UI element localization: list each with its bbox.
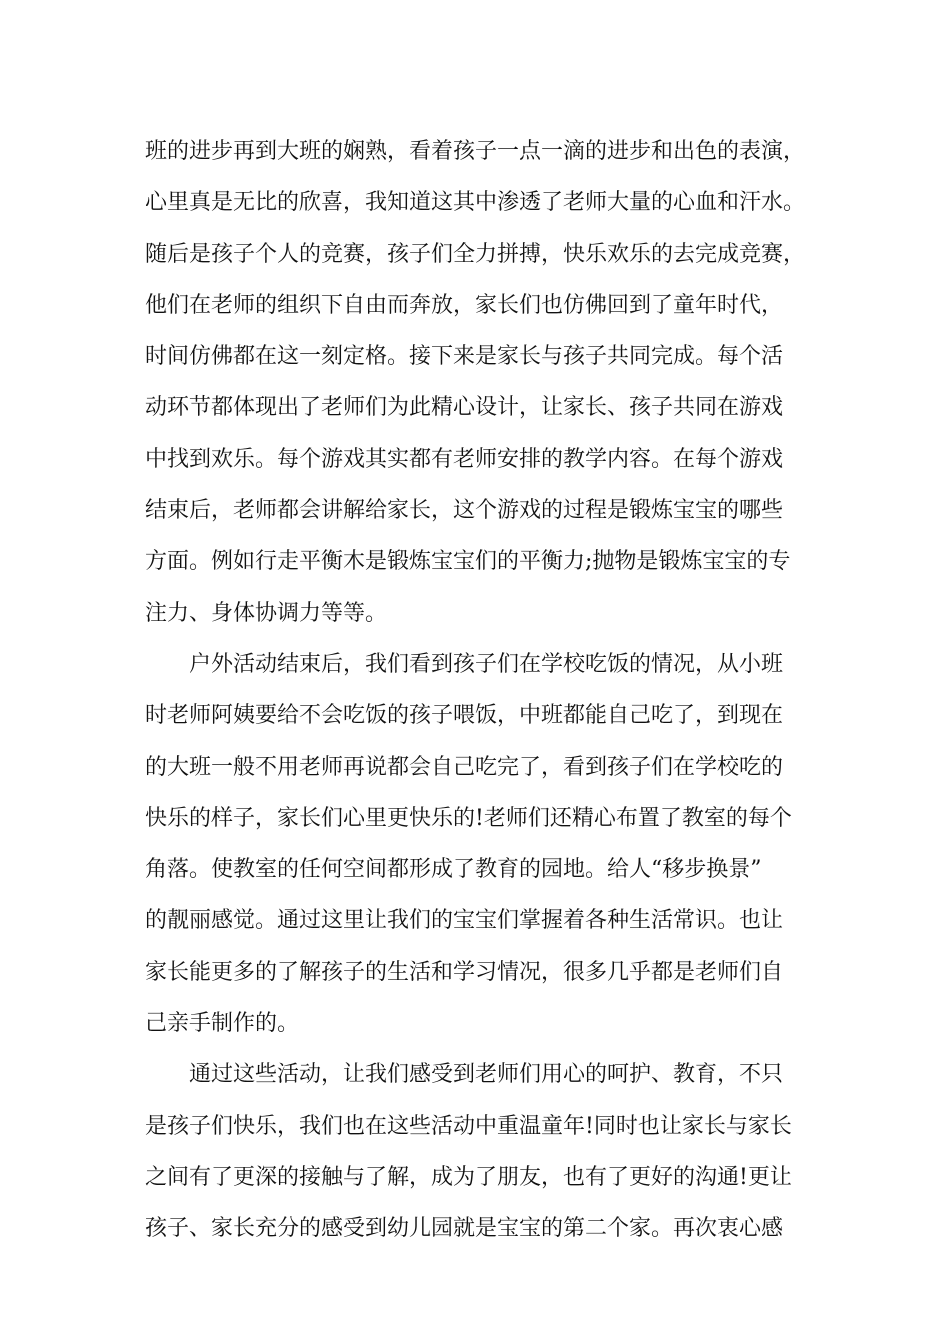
text-line: 时老师阿姨要给不会吃饭的孩子喂饭，中班都能自己吃了，到现在 — [145, 703, 784, 729]
text-line: 时间仿佛都在这一刻定格。接下来是家长与孩子共同完成。每个活 — [145, 344, 784, 370]
text-line: 角落。使教室的任何空间都形成了教育的园地。给人“移步换景” — [145, 857, 762, 883]
text-line: 的大班一般不用老师再说都会自己吃完了，看到孩子们在学校吃的 — [145, 754, 784, 780]
text-line: 快乐的样子，家长们心里更快乐的!老师们还精心布置了教室的每个 — [145, 805, 792, 831]
paragraph-start-line: 通过这些活动，让我们感受到老师们用心的呵护、教育，不只 — [189, 1062, 784, 1088]
text-line: 孩子、家长充分的感受到幼儿园就是宝宝的第二个家。再次衷心感 — [145, 1216, 784, 1242]
text-line: 之间有了更深的接触与了解，成为了朋友，也有了更好的沟通!更让 — [145, 1164, 792, 1190]
body-text — [145, 126, 845, 1255]
text-line: 他们在老师的组织下自由而奔放，家长们也仿佛回到了童年时代， — [145, 292, 784, 318]
text-line: 是孩子们快乐，我们也在这些活动中重温童年!同时也让家长与家长 — [145, 1113, 792, 1139]
text-line: 心里真是无比的欣喜，我知道这其中渗透了老师大量的心血和汗水。 — [145, 190, 806, 216]
text-line: 结束后，老师都会讲解给家长，这个游戏的过程是锻炼宝宝的哪些 — [145, 498, 784, 524]
text-line: 动环节都体现出了老师们为此精心设计，让家长、孩子共同在游戏 — [145, 395, 784, 421]
text-line: 方面。例如行走平衡木是锻炼宝宝们的平衡力;抛物是锻炼宝宝的专 — [145, 549, 791, 575]
text-line: 己亲手制作的。 — [145, 1011, 300, 1037]
text-line: 家长能更多的了解孩子的生活和学习情况，很多几乎都是老师们自 — [145, 959, 784, 985]
paragraph-start-line: 户外活动结束后，我们看到孩子们在学校吃饭的情况，从小班 — [189, 651, 784, 677]
text-line: 的靓丽感觉。通过这里让我们的宝宝们掌握着各种生活常识。也让 — [145, 908, 784, 934]
text-line: 注力、身体协调力等等。 — [145, 600, 388, 626]
text-line: 随后是孩子个人的竞赛，孩子们全力拼搏，快乐欢乐的去完成竞赛， — [145, 241, 806, 267]
text-line: 中找到欢乐。每个游戏其实都有老师安排的教学内容。在每个游戏 — [145, 446, 784, 472]
text-line: 班的进步再到大班的娴熟，看着孩子一点一滴的进步和出色的表演， — [145, 139, 806, 164]
